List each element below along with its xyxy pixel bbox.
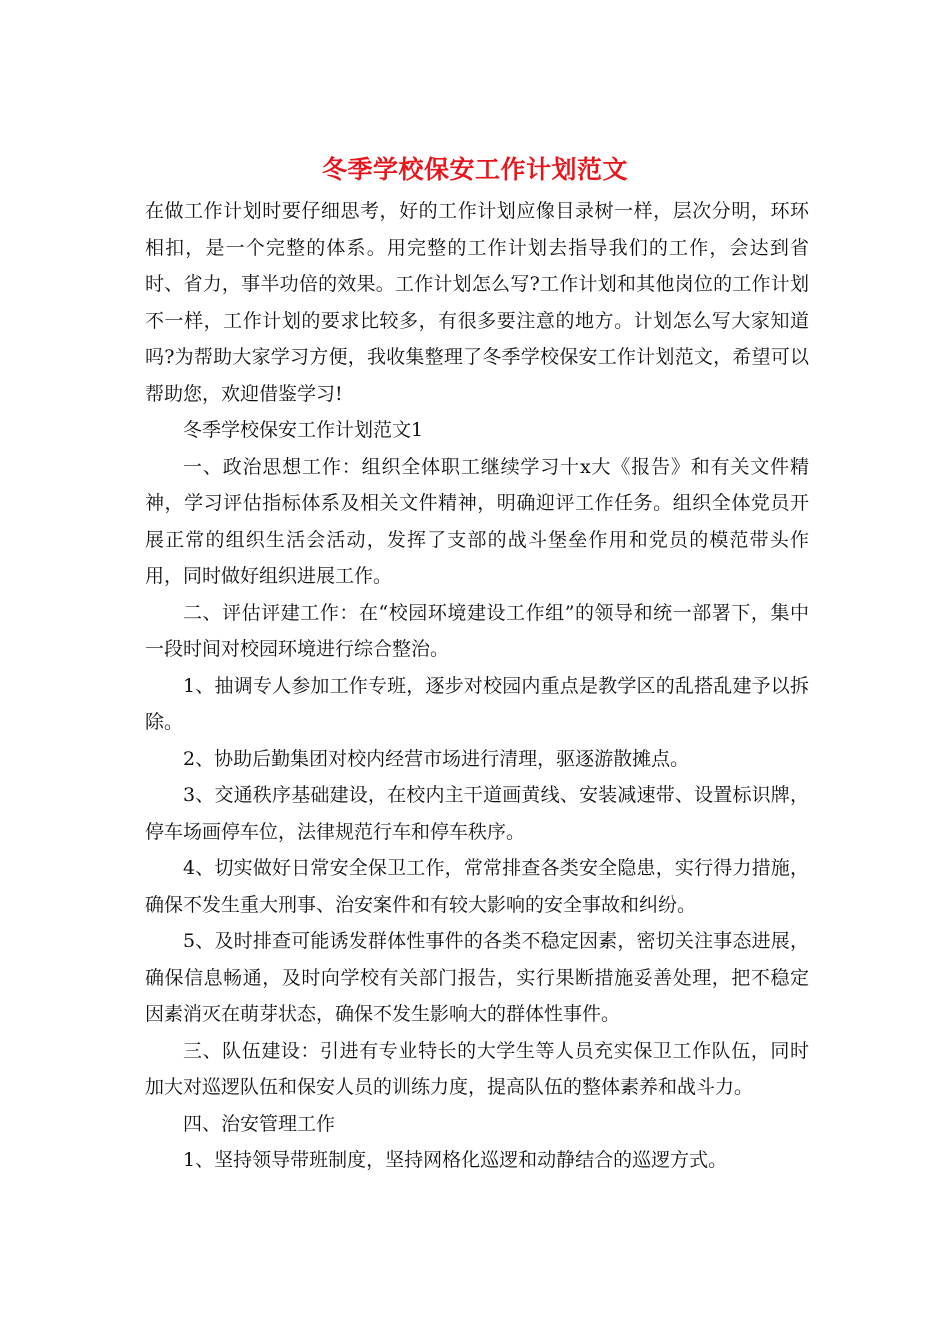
list-item: 2、协助后勤集团对校内经营市场进行清理，驱逐游散摊点。: [183, 747, 690, 770]
list-item: 4、切实做好日常安全保卫工作，常常排查各类安全隐患，实行得力措施，确保不发生重大刑事、治安案件和有较大影响的安全事故和纠纷。: [145, 857, 809, 916]
paragraph-political-work: 一、政治思想工作：组织全体职工继续学习十x大《报告》和有关文件精神，学习评估指标体系及相关文件精神，明确迎评工作任务。组织全体党员开展正常的组织生活会活动，发挥了支部的战斗堡垒作用和党员的模范带头作用，同时做好组织进展工作。: [145, 455, 809, 587]
section-heading: 冬季学校保安工作计划范文1: [183, 419, 424, 441]
intro-paragraph: 在做工作计划时要仔细思考，好的工作计划应像目录树一样，层次分明，环环相扣，是一个完整的体系。用完整的工作计划去指导我们的工作，会达到省时、省力，事半功倍的效果。工作计划怎么写?工作计划和其他岗位的工作计划不一样，工作计划的要求比较多，有很多要注意的地方。计划怎么写大家知道吗?为帮助大家学习方便，我收集整理了冬季学校保安工作计划范文，希望可以帮助您，欢迎借鉴学习!: [145, 200, 809, 405]
list-item: 5、及时排查可能诱发群体性事件的各类不稳定因素，密切关注事态进展，确保信息畅通，及时向学校有关部门报告，实行果断措施妥善处理，把不稳定因素消灭在萌芽状态，确保不发生影响大的群体性事件。: [145, 930, 809, 1025]
paragraph-security-heading: 四、治安管理工作: [183, 1112, 336, 1135]
document-body: [145, 193, 809, 1179]
list-item: 1、抽调专人参加工作专班，逐步对校园内重点是教学区的乱搭乱建予以拆除。: [145, 674, 809, 733]
list-item: 3、交通秩序基础建设，在校内主干道画黄线、安装减速带、设置标识牌，停车场画停车位，法律规范行车和停车秩序。: [145, 784, 809, 843]
document-title: 冬季学校保安工作计划范文: [321, 155, 628, 184]
paragraph-evaluation-work: 二、评估评建工作：在“校园环境建设工作组”的领导和统一部署下，集中一段时间对校园环境进行综合整治。: [145, 601, 809, 660]
list-item: 1、坚持领导带班制度，坚持网格化巡逻和动静结合的巡逻方式。: [183, 1149, 728, 1171]
paragraph-team-building: 三、队伍建设：引进有专业特长的大学生等人员充实保卫工作队伍，同时加大对巡逻队伍和保安人员的训练力度，提高队伍的整体素养和战斗力。: [145, 1039, 809, 1098]
